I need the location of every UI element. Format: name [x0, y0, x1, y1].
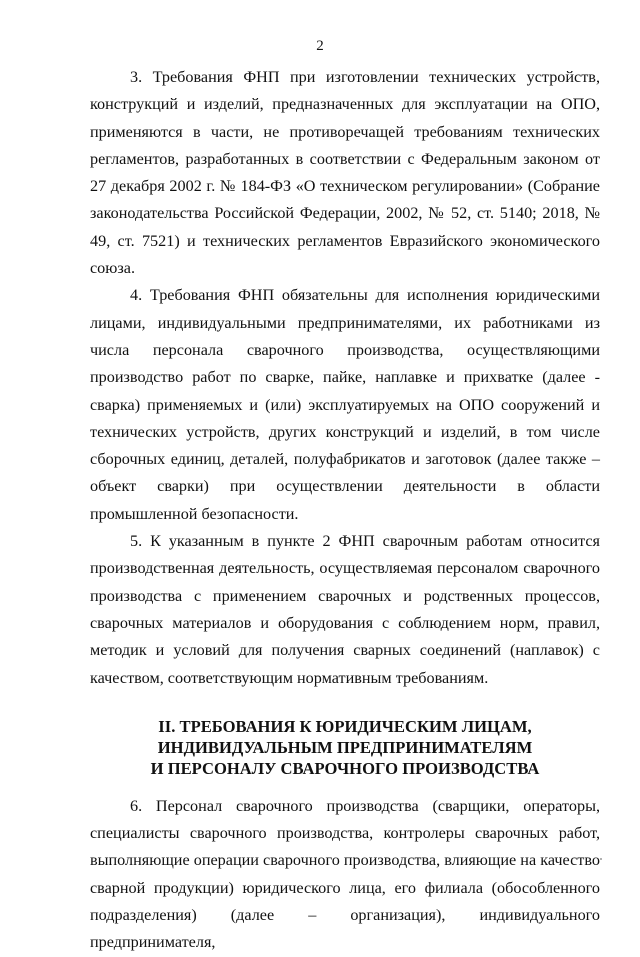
- section-heading: [90, 716, 600, 779]
- paragraph-5: 5. К указанным в пункте 2 ФНП сварочным работам относится производственная деятельность, осуществляемая персоналом сварочного производства с применением сварочных и родственных процессов, сварочных материалов и оборудования с соблюдением норм, правил, методик и условий для получения сварных соединений (наплавок) с качеством, соответствующим нормативным требованиям.: [90, 532, 600, 687]
- paragraph-3: 3. Требования ФНП при изготовлении технических устройств, конструкций и изделий, предназначенных для эксплуатации на ОПО, применяются в части, не противоречащей требованиям технических регламентов, разработанных в соответствии с Федеральным законом от 27 декабря 2002 г. № 184-ФЗ «О техническом регулировании» (Собрание законодательства Российской Федерации, 2002, № 52, ст. 5140; 2018, № 49, ст. 7521) и технических регламентов Евразийского экономического союза.: [90, 68, 600, 278]
- document-body: [90, 64, 600, 957]
- section-heading-line-1: II. ТРЕБОВАНИЯ К ЮРИДИЧЕСКИМ ЛИЦАМ,: [158, 716, 532, 736]
- page-number: 2: [316, 38, 324, 54]
- scan-speck: [600, 858, 602, 860]
- section-heading-line-3: И ПЕРСОНАЛУ СВАРОЧНОГО ПРОИЗВОДСТВА: [150, 758, 540, 778]
- paragraph-4: 4. Требования ФНП обязательны для исполнения юридическими лицами, индивидуальными предпринимателями, их работниками из числа персонала сварочного производства, осуществляющими производство работ по сварке, пайке, наплавке и прихватке (далее - сварка) применяемых и (или) эксплуатируемых на ОПО сооружений и технических устройств, других конструкций и изделий, в том числе сборочных единиц, деталей, полуфабрикатов и заготовок (далее также – объект сварки) при осуществлении деятельности в области промышленной безопасности.: [90, 286, 600, 523]
- paragraph-6: 6. Персонал сварочного производства (сварщики, операторы, специалисты сварочного производства, контролеры сварочных работ, выполняющие операции сварочного производства, влияющие на качество сварной продукции) юридического лица, его филиала (обособленного подразделения) (далее – организация), индивидуального предпринимателя,: [90, 796, 600, 952]
- section-heading-line-2: ИНДИВИДУАЛЬНЫМ ПРЕДПРИНИМАТЕЛЯМ: [157, 737, 533, 757]
